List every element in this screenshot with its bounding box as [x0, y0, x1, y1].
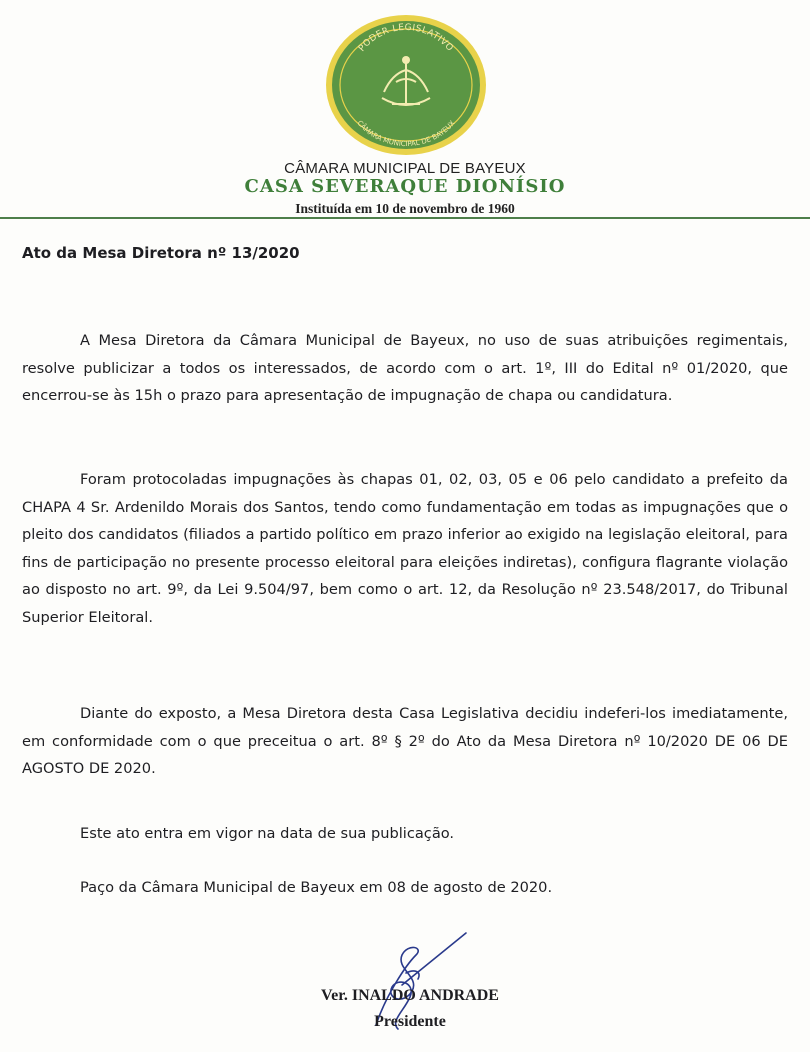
paragraph-5: Paço da Câmara Municipal de Bayeux em 08 de agosto de 2020.: [80, 879, 553, 896]
legislative-seal-icon: [322, 12, 490, 158]
paragraph-1: A Mesa Diretora da Câmara Municipal de Bayeux, no uso de suas atribuições regimentais, resolve publicizar a todos os interessados, de acordo com o art. 1º, III do Edital nº 01/2020, que encerrou-se às 15h o prazo para apresentação de impugnação de chapa ou candidatura.: [22, 332, 788, 404]
header-rule: [0, 217, 810, 219]
signatory-name: Ver. INALDO ANDRADE: [321, 987, 499, 1004]
signatory-role: Presidente: [374, 1013, 446, 1030]
paragraph-4: Este ato entra em vigor na data de sua publicação.: [80, 825, 455, 842]
house-name: CASA SEVERAQUE DIONÍSIO: [244, 176, 566, 197]
document-title: Ato da Mesa Diretora nº 13/2020: [22, 244, 300, 262]
seal-top-text: PODER LEGISLATIVO: [357, 22, 455, 54]
paragraph-2: Foram protocoladas impugnações às chapas 01, 02, 03, 05 e 06 pelo candidato a prefeito da CHAPA 4 Sr. Ardenildo Morais dos Santos, tendo como fundamentação em todas as impugnações que o pleito dos candidatos (filiados a partido político em prazo inferior ao exigido na legislação eleitoral, para fins de participação no presente processo eleitoral para eleições indiretas), configura flagrante violação ao disposto no art. 9º, da Lei 9.504/97, bem como o art. 12, da Resolução nº 23.548/2017, do Tribunal Superior Eleitoral.: [22, 471, 788, 626]
founding-date: Instituída em 10 de novembro de 1960: [295, 201, 515, 216]
institution-name: CÂMARA MUNICIPAL DE BAYEUX: [284, 160, 526, 177]
paragraph-3: Diante do exposto, a Mesa Diretora desta Casa Legislativa decidiu indeferi-los imediatamente, em conformidade com o que preceitua o art. 8º § 2º do Ato da Mesa Diretora nº 10/2020 DE 06 DE AGOSTO DE 2020.: [22, 705, 788, 777]
seal-bottom-text: CÂMARA MUNICIPAL DE BAYEUX: [355, 119, 457, 149]
